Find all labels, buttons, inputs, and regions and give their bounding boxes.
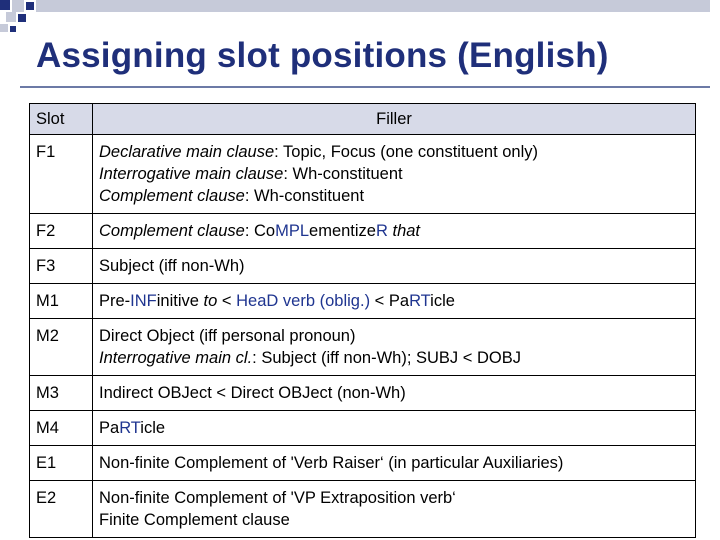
filler-line (99, 452, 689, 474)
filler-text: (oblig.) (319, 292, 371, 310)
filler-text: D (266, 292, 279, 310)
filler-text: Non-finite Complement of 'Verb Raiser‘ (in particular Auxiliaries) (99, 454, 564, 472)
table-body (30, 135, 696, 538)
table-row (30, 249, 696, 284)
slot-cell: M2 (30, 319, 93, 376)
slide-title: Assigning slot positions (English) (36, 36, 609, 75)
filler-text: R (375, 222, 388, 240)
filler-text: Pre- (99, 292, 131, 310)
filler-text: initive (156, 292, 204, 310)
slot-cell: M1 (30, 284, 93, 319)
header-filler: Filler (93, 104, 696, 135)
table-row (30, 376, 696, 411)
filler-line (99, 163, 689, 185)
filler-line (99, 185, 689, 207)
filler-text: : Wh-constituent (244, 187, 365, 205)
slot-cell: M3 (30, 376, 93, 411)
table-header-row (30, 104, 696, 135)
filler-cell (93, 284, 696, 319)
filler-cell (93, 376, 696, 411)
table-row (30, 284, 696, 319)
filler-line (99, 290, 689, 312)
filler-cell (93, 411, 696, 446)
slot-cell: M4 (30, 411, 93, 446)
header-slot: Slot (30, 104, 93, 135)
filler-text: Hea (236, 292, 267, 310)
filler-text: MPL (275, 222, 310, 240)
filler-line (99, 347, 689, 369)
slot-cell: E2 (30, 481, 93, 538)
filler-text: < Pa (370, 292, 410, 310)
filler-text: Subject (iff non-Wh) (99, 257, 245, 275)
filler-text: Declarative main clause (99, 143, 275, 161)
filler-text: Indirect OBJect < Direct OBJect (non-Wh) (99, 384, 406, 402)
filler-line (99, 255, 689, 277)
filler-cell (93, 481, 696, 538)
filler-text: Non-finite Complement of 'VP Extraposition verb‘ (99, 489, 456, 507)
slot-cell: F3 (30, 249, 93, 284)
table-row (30, 446, 696, 481)
filler-text: INF (130, 292, 157, 310)
title-divider (20, 86, 710, 88)
filler-cell (93, 249, 696, 284)
slot-cell: E1 (30, 446, 93, 481)
slot-table (29, 103, 696, 538)
slot-cell: F2 (30, 214, 93, 249)
filler-text: Pa (99, 419, 120, 437)
table-row (30, 481, 696, 538)
filler-text: : Topic, Focus (one constituent only) (274, 143, 539, 161)
filler-cell (93, 446, 696, 481)
filler-text: RT (119, 419, 141, 437)
table-row (30, 411, 696, 446)
table-row (30, 135, 696, 214)
filler-line (99, 220, 689, 242)
filler-text: Direct Object (iff personal pronoun) (99, 327, 356, 345)
table-row (30, 319, 696, 376)
filler-text: Interrogative main clause (99, 165, 284, 183)
filler-line (99, 487, 689, 509)
table-row (30, 214, 696, 249)
filler-line (99, 141, 689, 163)
filler-text: ementize (309, 222, 376, 240)
filler-text: : Wh-constituent (283, 165, 403, 183)
filler-line (99, 509, 689, 531)
filler-text: icle (430, 292, 455, 310)
slot-cell: F1 (30, 135, 93, 214)
filler-line (99, 382, 689, 404)
filler-text: to (203, 292, 218, 310)
filler-text: : Co (244, 222, 276, 240)
filler-text: Complement clause (99, 222, 245, 240)
filler-cell (93, 135, 696, 214)
filler-text: RT (409, 292, 431, 310)
filler-text: verb (282, 292, 316, 310)
filler-text: Interrogative main cl. (99, 349, 253, 367)
filler-line (99, 325, 689, 347)
filler-cell (93, 214, 696, 249)
filler-text: Finite Complement clause (99, 511, 290, 529)
filler-text: that (392, 222, 421, 240)
filler-text: : Subject (iff non-Wh); SUBJ < DOBJ (252, 349, 521, 367)
filler-cell (93, 319, 696, 376)
filler-line (99, 417, 689, 439)
filler-text: Complement clause (99, 187, 245, 205)
filler-text: icle (140, 419, 166, 437)
filler-text: < (217, 292, 237, 310)
